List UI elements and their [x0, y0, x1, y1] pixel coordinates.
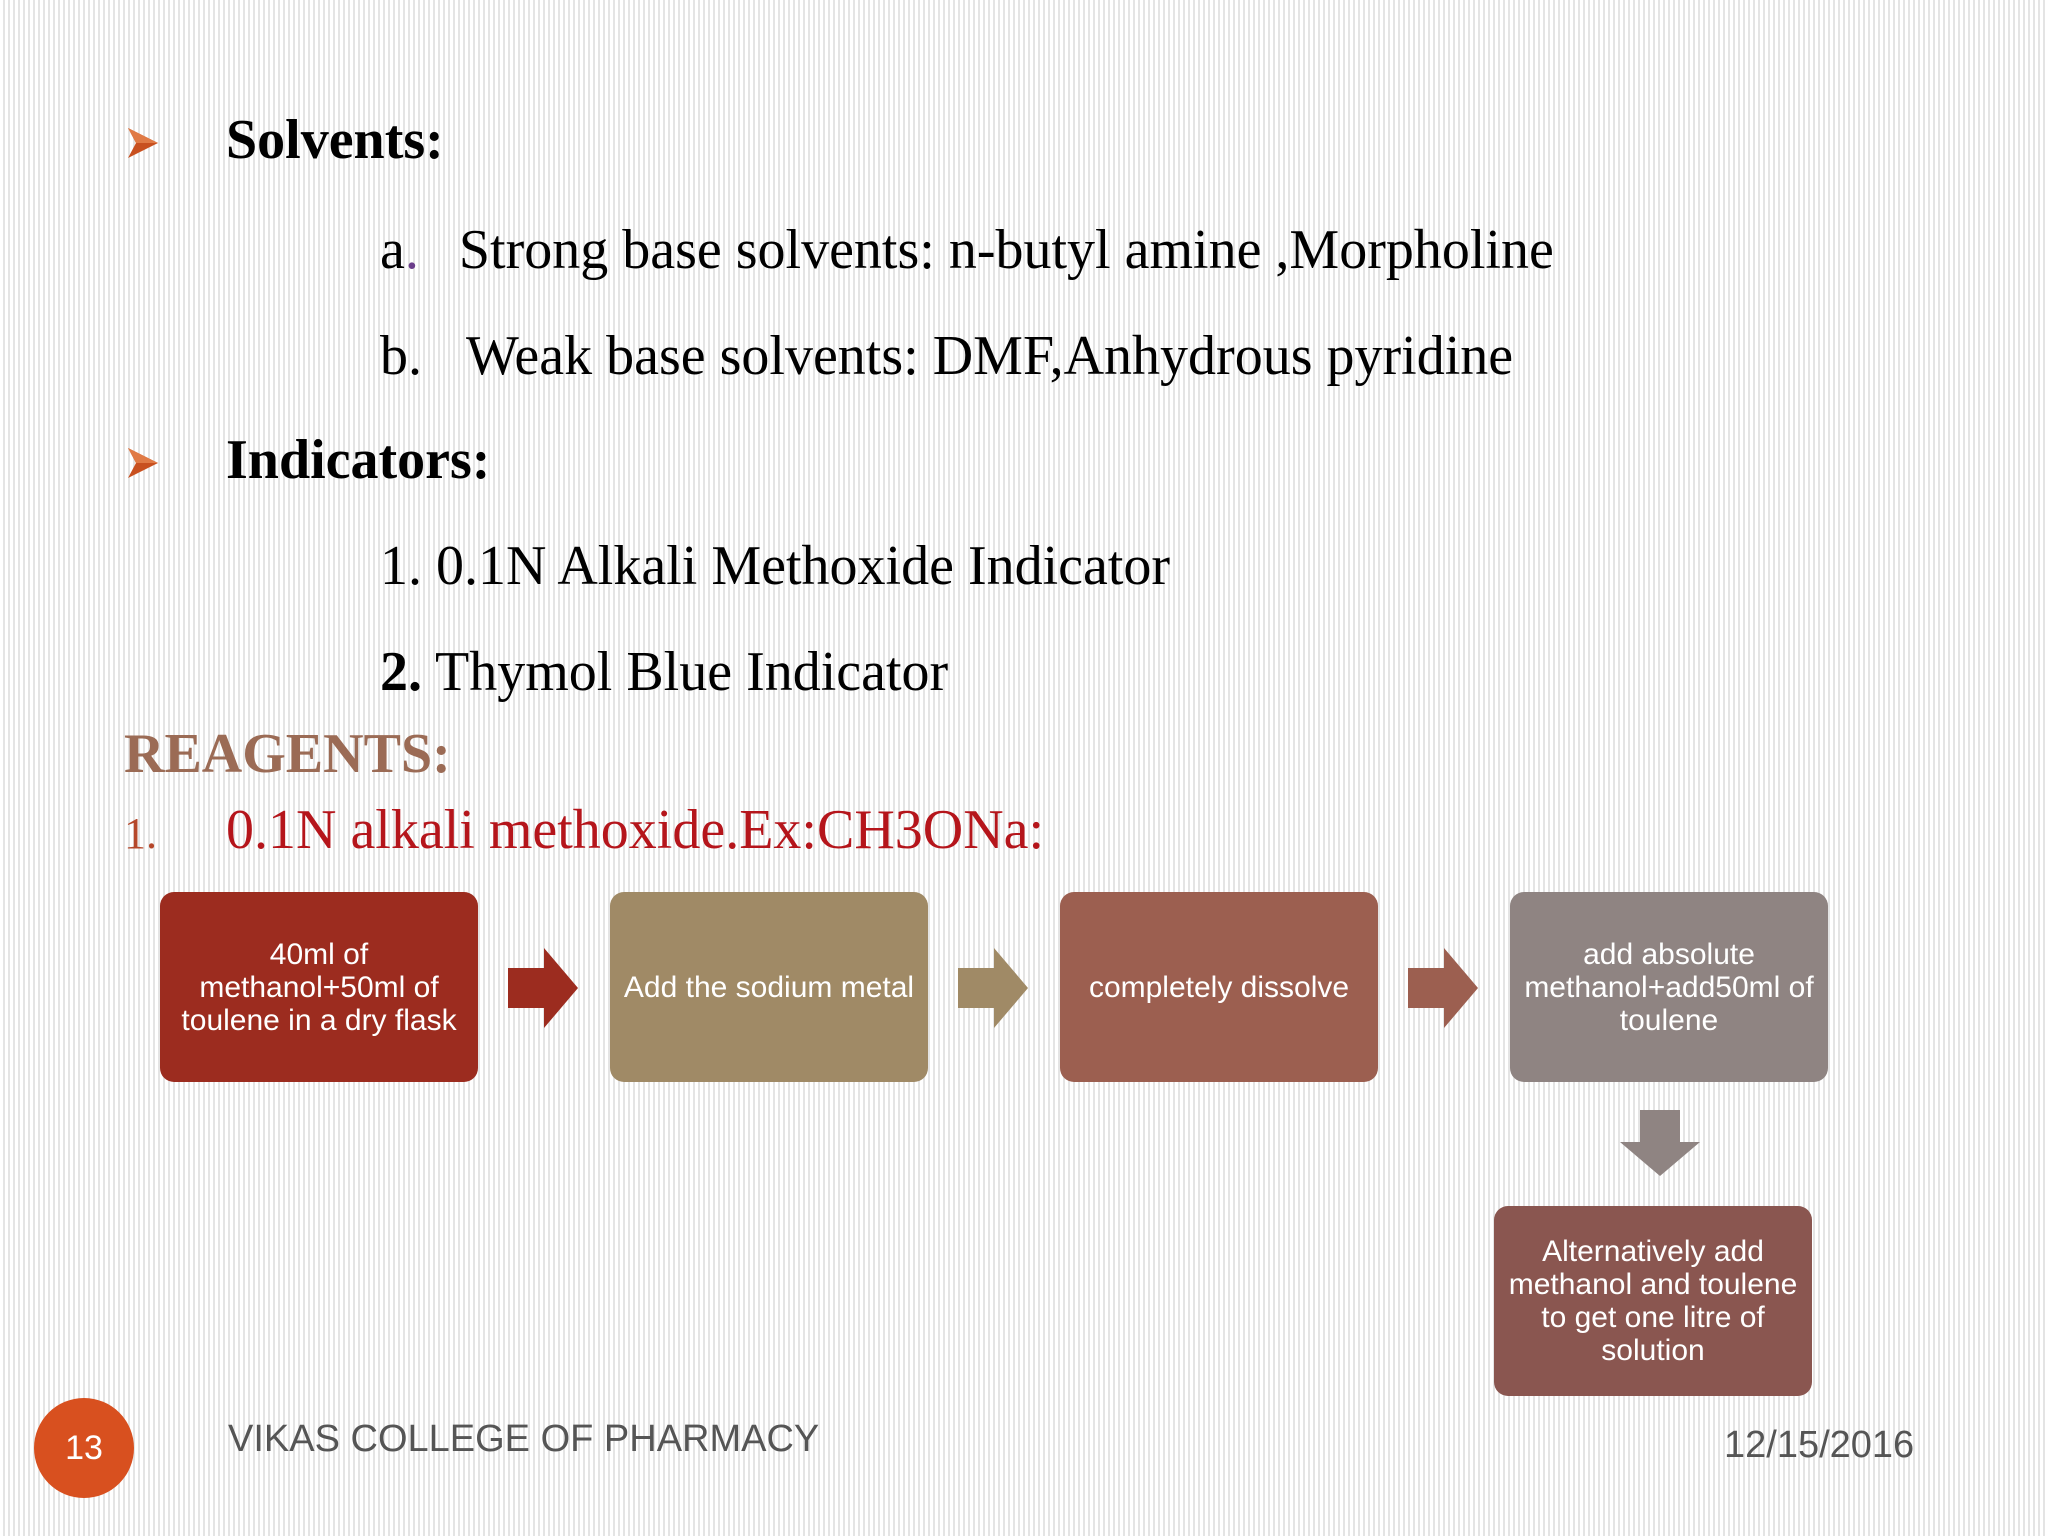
list-marker: b.	[380, 325, 422, 387]
right-arrow-icon	[508, 948, 578, 1028]
footer-college-name: VIKAS COLLEGE OF PHARMACY	[228, 1418, 820, 1460]
right-arrow-icon	[1408, 948, 1478, 1028]
list-marker: 2.	[380, 641, 422, 703]
flow-step-3: completely dissolve	[1060, 892, 1378, 1082]
indicator-item-2	[380, 640, 948, 704]
solvent-item-a	[380, 218, 1554, 282]
solvent-item-b	[380, 324, 1513, 388]
list-marker-dot: .	[404, 219, 419, 281]
list-item-text: Thymol Blue Indicator	[422, 641, 949, 703]
flow-step-4: add absolute methanol+add50ml of toulene	[1510, 892, 1828, 1082]
flow-step-2: Add the sodium metal	[610, 892, 928, 1082]
flow-step-5: Alternatively add methanol and toulene to get one litre of solution	[1494, 1206, 1812, 1396]
reagent-item-text: 0.1N alkali methoxide.Ex:CH3ONa:	[226, 799, 1045, 861]
arrow-bullet-icon	[126, 446, 160, 480]
indicator-item-1: 1. 0.1N Alkali Methoxide Indicator	[380, 535, 1171, 597]
right-arrow-icon	[958, 948, 1028, 1028]
page-number-badge: 13	[34, 1398, 134, 1498]
indicators-heading: Indicators:	[226, 429, 491, 491]
list-item-text: Weak base solvents: DMF,Anhydrous pyridine	[466, 325, 1514, 387]
footer-date: 12/15/2016	[1724, 1424, 1915, 1466]
reagents-heading: REAGENTS:	[124, 723, 451, 785]
list-item-text: Strong base solvents: n-butyl amine ,Morpholine	[458, 219, 1554, 281]
reagent-item-number: 1.	[124, 809, 157, 858]
arrow-bullet-icon	[126, 126, 160, 160]
list-marker: a	[380, 219, 405, 281]
flow-step-1: 40ml of methanol+50ml of toulene in a dry flask	[160, 892, 478, 1082]
down-arrow-icon	[1620, 1110, 1700, 1176]
solvents-heading: Solvents:	[226, 109, 444, 171]
